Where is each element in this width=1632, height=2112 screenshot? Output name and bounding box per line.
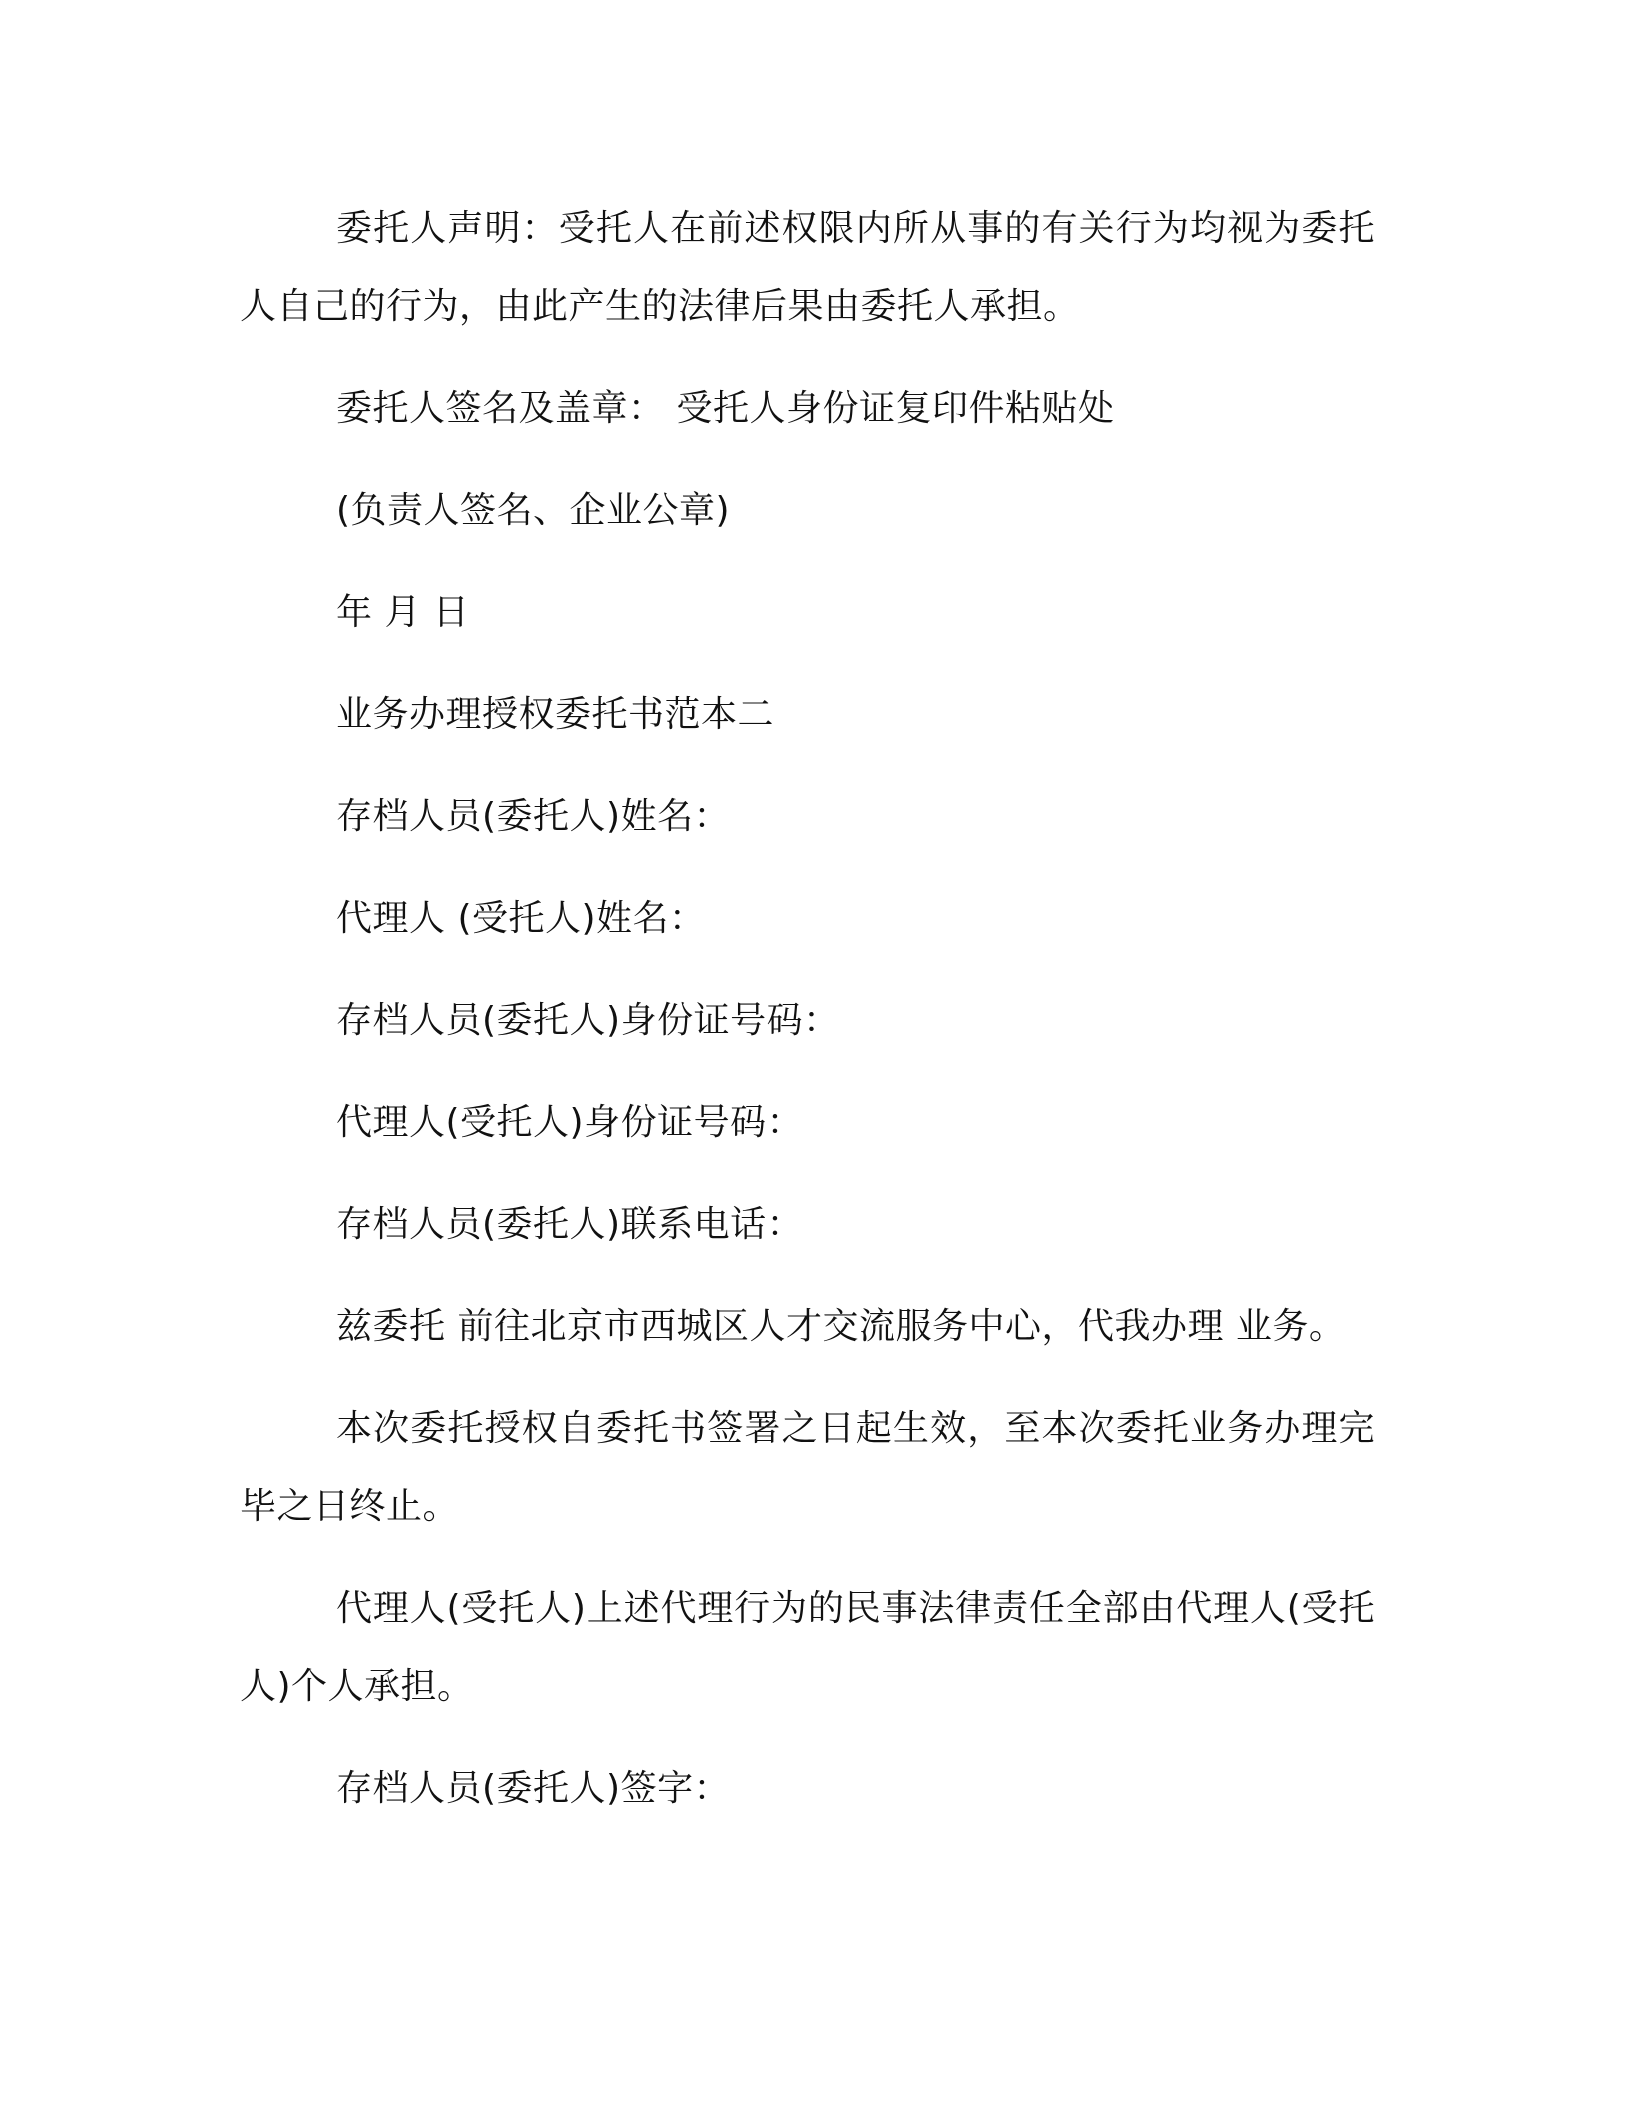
validity-paragraph: 本次委托授权自委托书签署之日起生效，至本次委托业务办理完毕之日终止。	[240, 1408, 1375, 1527]
principal-phone-line: 存档人员(委托人)联系电话：	[336, 1204, 804, 1245]
document-body	[240, 190, 1375, 1852]
template-title-line: 业务办理授权委托书范本二	[336, 694, 775, 735]
principal-name-line: 存档人员(委托人)姓名：	[336, 796, 731, 837]
signature-seal-line: 委托人签名及盖章： 受托人身份证复印件粘贴处	[336, 388, 1115, 429]
date-line: 年 月 日	[336, 592, 470, 633]
principal-signature-line: 存档人员(委托人)签字：	[336, 1768, 731, 1809]
entrust-statement-line: 兹委托 前往北京市西城区人才交流服务中心，代我办理 业务。	[336, 1306, 1346, 1347]
declaration-paragraph: 委托人声明：受托人在前述权限内所从事的有关行为均视为委托人自己的行为，由此产生的法律后果由委托人承担。	[240, 208, 1375, 327]
liability-paragraph: 代理人(受托人)上述代理行为的民事法律责任全部由代理人(受托人)个人承担。	[240, 1588, 1375, 1707]
principal-id-line: 存档人员(委托人)身份证号码：	[336, 1000, 840, 1041]
agent-id-line: 代理人(受托人)身份证号码：	[336, 1102, 804, 1143]
responsible-signature-line: (负责人签名、企业公章)	[336, 490, 731, 531]
agent-name-line: 代理人 (受托人)姓名：	[336, 898, 706, 939]
